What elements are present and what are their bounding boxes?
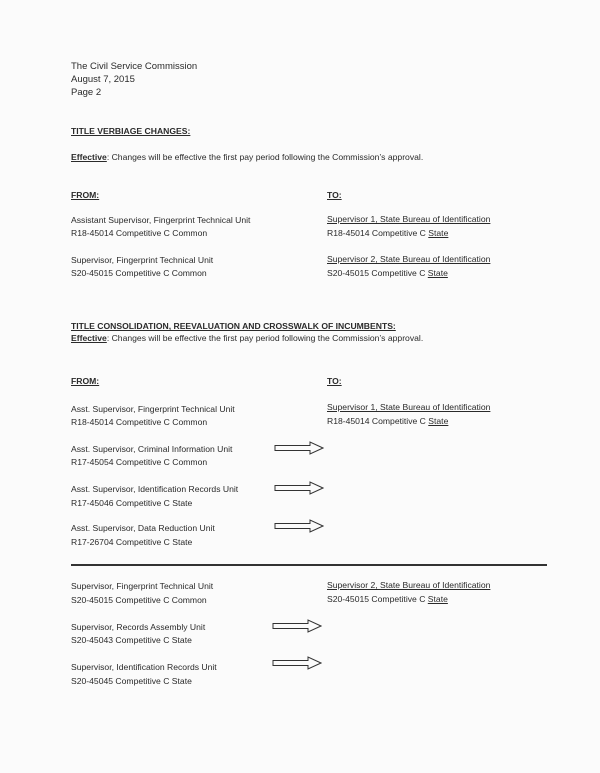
to-code-prefix: S20-45015 Competitive C (327, 268, 428, 278)
arrow-icon (272, 656, 322, 670)
header-page-number: Page 2 (71, 87, 102, 98)
to-entry-code (327, 593, 448, 605)
effective-label: Effective (71, 152, 107, 162)
from-entry-code: S20-45015 Competitive C Common (71, 595, 207, 605)
header-date: August 7, 2015 (71, 74, 135, 85)
to-code-state: State (427, 268, 448, 278)
to-code-prefix: S20-45015 Competitive C (327, 594, 428, 604)
section2-to-label: TO: (327, 376, 342, 386)
to-entry-code (327, 267, 448, 279)
to-entry-title: Supervisor 1, State Bureau of Identification (327, 214, 491, 224)
from-entry-code: R17-45046 Competitive C State (71, 498, 193, 508)
from-entry-title: Assistant Supervisor, Fingerprint Technical Unit (71, 215, 251, 225)
to-entry-title: Supervisor 2, State Bureau of Identification (327, 580, 491, 590)
to-entry-title: Supervisor 2, State Bureau of Identification (327, 254, 491, 264)
from-entry-code: R17-26704 Competitive C State (71, 537, 193, 547)
section1-heading: TITLE VERBIAGE CHANGES: (71, 126, 191, 136)
from-entry-code: R17-45054 Competitive C Common (71, 457, 208, 467)
to-code-state: State (427, 594, 448, 604)
from-entry-title: Asst. Supervisor, Criminal Information Unit (71, 444, 233, 454)
arrow-icon (272, 619, 322, 633)
to-code-state: State (428, 416, 449, 426)
to-entry-code (327, 415, 448, 427)
arrow-icon (274, 481, 324, 495)
effective-text: : Changes will be effective the first pay period following the Commission’s approval. (106, 152, 424, 162)
header-recipient: The Civil Service Commission (71, 61, 198, 72)
section2-heading: TITLE CONSOLIDATION, REEVALUATION AND CROSSWALK OF INCUMBENTS: (71, 321, 396, 331)
to-code-prefix: R18-45014 Competitive C (327, 228, 429, 238)
section1-from-label: FROM: (71, 190, 100, 200)
to-entry-title: Supervisor 1, State Bureau of Identification (327, 402, 491, 412)
from-entry-code: S20-45045 Competitive C State (71, 676, 192, 686)
from-entry-code: S20-45015 Competitive C Common (71, 268, 207, 278)
section1-to-label: TO: (327, 190, 342, 200)
from-entry-code: S20-45043 Competitive C State (71, 635, 192, 645)
section2-effective (71, 333, 423, 343)
section-divider (71, 564, 547, 566)
from-entry-title: Asst. Supervisor, Identification Records Unit (71, 484, 239, 494)
from-entry-title: Supervisor, Fingerprint Technical Unit (71, 581, 214, 591)
arrow-icon (274, 441, 324, 455)
to-code-state: State (428, 228, 449, 238)
to-code-prefix: R18-45014 Competitive C (327, 416, 429, 426)
letter-header (71, 60, 197, 99)
arrow-icon (274, 519, 324, 533)
from-entry-title: Asst. Supervisor, Fingerprint Technical Unit (71, 404, 235, 414)
effective-text: : Changes will be effective the first pay period following the Commission’s approval. (106, 333, 424, 343)
effective-label: Effective (71, 333, 107, 343)
section1-effective (71, 152, 423, 162)
from-entry-title: Asst. Supervisor, Data Reduction Unit (71, 523, 215, 533)
from-entry-code: R18-45014 Competitive C Common (71, 228, 208, 238)
from-entry-code: R18-45014 Competitive C Common (71, 417, 208, 427)
to-entry-code (327, 227, 448, 239)
from-entry-title: Supervisor, Records Assembly Unit (71, 622, 206, 632)
from-entry-title: Supervisor, Identification Records Unit (71, 662, 217, 672)
from-entry-title: Supervisor, Fingerprint Technical Unit (71, 255, 214, 265)
section2-from-label: FROM: (71, 376, 100, 386)
